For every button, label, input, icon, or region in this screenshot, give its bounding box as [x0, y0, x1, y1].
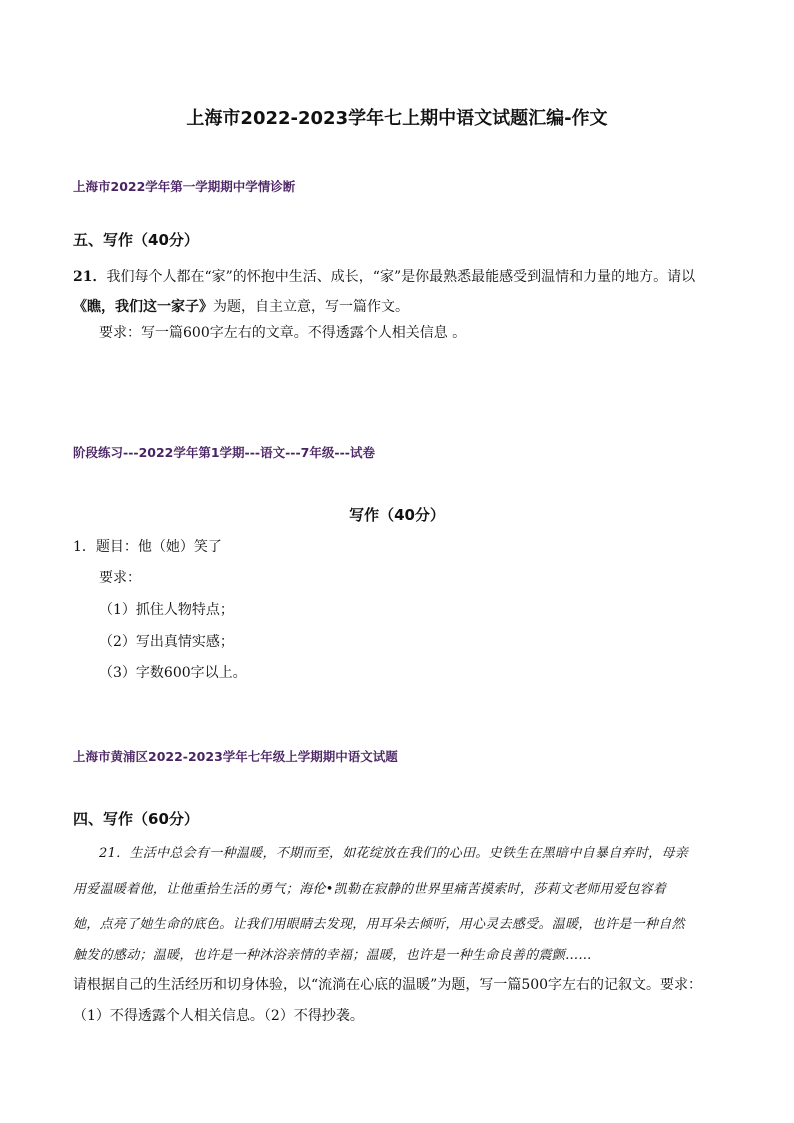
question-text: 我们每个人都在“家”的怀抱中生活、成长，“家”是你最熟悉最能感受到温情和力量的地方。请以 — [106, 269, 696, 285]
section1-source: 上海市2022学年第一学期期中学情诊断 — [73, 179, 296, 194]
section2-question: 1．题目：他（她）笑了 — [73, 539, 222, 555]
question-text-rest: 为题，自主立意，写一篇作文。 — [213, 299, 409, 315]
section2-requirement-label: 要求： — [99, 570, 141, 586]
section3-paragraph-line: 21．生活中总会有一种温暖，不期而至，如花绽放在我们的心田。史铁生在黑暗中自暴自弃时，母亲 — [99, 846, 689, 861]
essay-title-ref: 《瞧，我们这一家子》 — [73, 299, 213, 315]
section3-requirements: （1）不得透露个人相关信息。（2）不得抄袭。 — [73, 1008, 364, 1024]
section1-question-line2 — [73, 296, 409, 316]
section2-heading: 写作（40分） — [349, 506, 445, 524]
section3-instruction: 请根据自己的生活经历和切身体验，以“流淌在心底的温暖”为题，写一篇500字左右的记叙文。要求： — [73, 977, 703, 993]
section3-paragraph-line: 触发的感动；温暖，也许是一种沐浴亲情的幸福；温暖，也许是一种生命良善的震颤…… — [73, 948, 592, 963]
section1-heading: 五、写作（40分） — [73, 231, 199, 249]
section2-requirement-item: （3）字数600字以上。 — [99, 665, 247, 681]
document-title: 上海市2022-2023学年七上期中语文试题汇编-作文 — [186, 108, 608, 129]
section3-source: 上海市黄浦区2022-2023学年七年级上学期期中语文试题 — [73, 749, 398, 764]
section3-paragraph-line: 她，点亮了她生命的底色。让我们用眼睛去发现，用耳朵去倾听，用心灵去感受。温暖，也许是一种自然 — [73, 917, 685, 932]
question-number: 21． — [73, 269, 107, 285]
section3-paragraph-line: 用爱温暖着他，让他重拾生活的勇气；海伦•凯勒在寂静的世界里痛苦摸索时，莎莉文老师用爱包容着 — [73, 882, 667, 897]
section3-heading: 四、写作（60分） — [73, 810, 199, 828]
section2-source: 阶段练习---2022学年第1学期---语文---7年级---试卷 — [73, 445, 375, 460]
section2-requirement-item: （2）写出真情实感； — [99, 634, 234, 650]
section2-requirement-item: （1）抓住人物特点； — [99, 602, 234, 618]
section1-question-line1 — [73, 266, 695, 286]
section1-requirement: 要求：写一篇600字左右的文章。不得透露个人相关信息 。 — [99, 325, 467, 341]
